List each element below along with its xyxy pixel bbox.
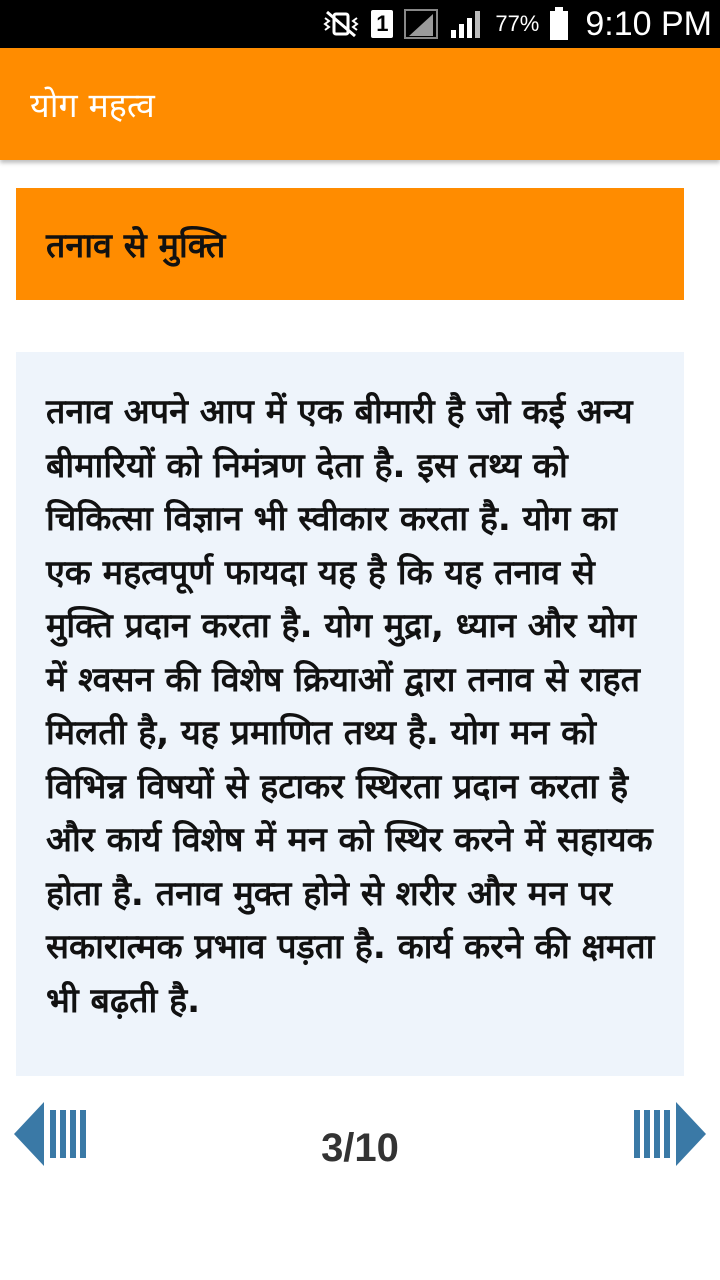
section-header bbox=[16, 188, 684, 300]
signal-icon bbox=[403, 8, 439, 40]
battery-percent: 77% bbox=[495, 11, 540, 36]
next-page-button[interactable] bbox=[628, 1096, 708, 1172]
content-text: तनाव अपने आप में एक बीमारी है जो कई अन्य बीमारियों को निमंत्रण देता है. इस तथ्य को चिकित्सा विज्ञान भी स्वीकार करता है. योग का एक महत्वपूर्ण फायदा यह है कि यह तनाव से मुक्ति प्रदान करता है. योग मुद्रा, ध्यान और योग में श्वसन की विशेष क्रियाओं द्वारा तनाव से राहत मिलती है, यह प्रमाणित तथ्य है. योग मन को विभिन्न विषयों से हटाकर स्थिरता प्रदान करता है और कार्य विशेष में मन को स्थिर करने में सहायक होता है. तनाव मुक्त होने से शरीर और मन पर सकारात्मक प्रभाव पड़ता है. कार्य करने की क्षमता भी बढ़ती है. bbox=[46, 392, 655, 1021]
battery-icon bbox=[549, 7, 569, 41]
page-navigation bbox=[0, 1092, 720, 1202]
status-bar bbox=[0, 0, 720, 48]
signal-icon bbox=[449, 8, 485, 40]
page-indicator: 3/10 bbox=[321, 1126, 399, 1170]
content-card bbox=[16, 352, 684, 1076]
app-title: योग महत्व bbox=[30, 86, 155, 126]
sim-slot-badge: 1 bbox=[371, 10, 393, 38]
app-bar bbox=[0, 48, 720, 160]
clock: 9:10 PM bbox=[585, 4, 712, 43]
section-title: तनाव से मुक्ति bbox=[46, 226, 226, 266]
next-arrow-icon bbox=[628, 1096, 708, 1172]
mute-vibrate-icon bbox=[321, 10, 361, 38]
